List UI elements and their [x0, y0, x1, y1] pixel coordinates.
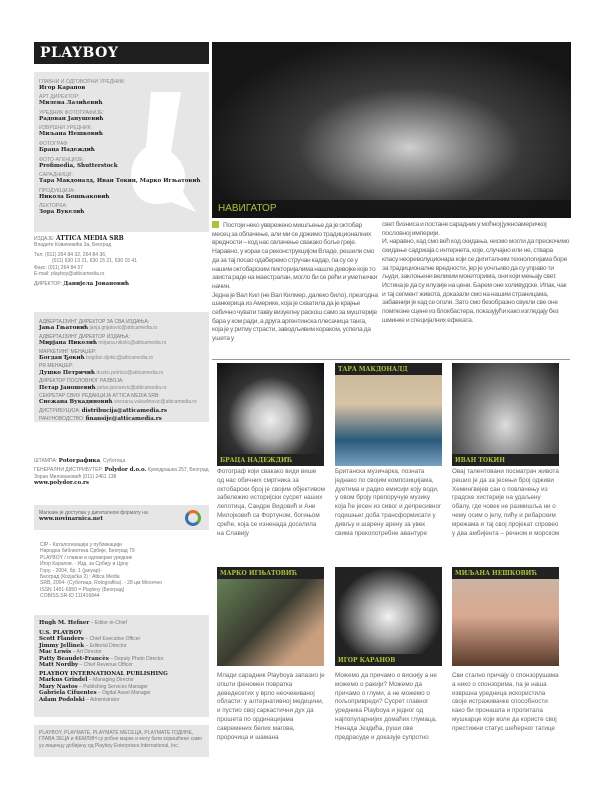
- staff-name: Браца Надеждић: [39, 146, 95, 153]
- business-contact: [39, 334, 204, 347]
- contributor-bio: Сви стално причају о спонзорушама а нико о спонзорима, па је наша извршна уредница искористила своје истраживачке способности како би пронашла и пропитала мушкарце који воле да користе свој престижни статус шећерног татице: [452, 672, 559, 732]
- business-contact: [39, 319, 204, 332]
- staff-role: ИЗВРШНИ УРЕДНИК:: [39, 125, 93, 132]
- staff-role: САРАДНИЦИ:: [39, 172, 73, 179]
- staff-entry: Markus Grindel – Managing Director: [39, 677, 134, 684]
- cip-line: Игор Карапов. - Изд. за Србију и Црну: [40, 561, 129, 568]
- address: Владете Ковачевића 3а, Београд: [34, 242, 112, 249]
- print-label: ШТАМПА:: [34, 458, 58, 464]
- business-contact: [39, 393, 204, 406]
- contact-role: АДВЕРТАЈЗИНГ ДИРЕКТОР ЗА СВА ИЗДАЊА:: [39, 319, 150, 325]
- business-box: [34, 312, 209, 422]
- contributor-bio: Фотограф који свакако види више од нас обичних смртника за октобарски број је својим објективом забележио историјски сусрет наших лепотица, Сандре Видовић и Ане Милојковић са Фортуном, богињом среће, која се изненада доселила на Славију: [217, 468, 325, 537]
- us-heading: U.S. PLAYBOY: [39, 630, 83, 637]
- contact-role: PR МЕНАЏЕР:: [39, 363, 74, 370]
- bullet-square-icon: [212, 221, 219, 228]
- person-title: Publishing Services Manager: [83, 683, 148, 690]
- business-contact: [39, 378, 204, 391]
- business-contact: [39, 349, 204, 362]
- navigator-column-1: [212, 221, 378, 344]
- person-name: Jimmy Jellinek: [39, 642, 85, 649]
- person-name: Adam Podolski: [39, 696, 85, 703]
- staff-role: АРТ ДИРЕКТОР:: [39, 94, 80, 101]
- contributor-photo: [335, 363, 442, 466]
- staff-role: ГЛАВНИ И ОДГОВОРНИ УРЕДНИК:: [39, 78, 126, 85]
- contributor-name: БРАЦА НАДЕЖДИЋ: [217, 454, 324, 466]
- phone-2: (011) 630 13 21, 630 15 21, 630 15 41: [52, 258, 137, 265]
- person-name: Patty Beaudet-Francès: [39, 655, 109, 662]
- staff-box: [34, 72, 209, 232]
- staff-name: Милена Лазићевић: [39, 100, 103, 107]
- director-name: Данијела Јовановић: [63, 281, 130, 288]
- contact-name: Снежана Вукадиновић: [39, 399, 113, 406]
- contact-name: Мирјана Николић: [39, 340, 97, 347]
- international-box: Hugh M. Hefner – Editor-in-Chief U.S. PLAYBOY Scott Flanders – Chief Executive Officer Jimmy Jellinek – Editorial Director Mac Lewis – Art Director Patty Beaudet-Francès – Deputy Photo Director Matt Nordby – Chief Revenue Officer PLAYBOY INTERNATIONAL PUBLISHING Markus Grindel – Managing Director Mary Nastos – Publishing Services Manager Gabriela Cifuentes – Digital Asset Manager Adam Podolski – Administrator: [34, 615, 209, 717]
- person-name: Gabriela Cifuentes: [39, 690, 97, 697]
- distributor: Polydor d.o.o.: [104, 467, 147, 474]
- person-title: Managing Director: [93, 677, 134, 684]
- contact-name: Петар Јаношевић: [39, 384, 96, 391]
- distribution-label: ДИСТРИБУЦИЈА:: [39, 407, 81, 414]
- staff-entry: Mary Nastos – Publishing Services Manager: [39, 683, 148, 690]
- email: E-mail: playboy@atticamedia.rs: [34, 271, 105, 278]
- playboy-logo: PLAYBOY: [34, 42, 209, 64]
- person-name: Scott Flanders: [39, 636, 84, 643]
- person-title: Chief Revenue Officer: [83, 662, 133, 669]
- cip-line: Народна библиотека Србије, Београд 79: [40, 548, 135, 555]
- paragraph: Истина је да су илузије на цени. Барем оне холивудске. Ипак, чак и тај сегмент живота, доказали смо на нашим страницама, забавнији је кад се оголи. Зато смо безобразно свукли све оне помпезне сцене из блокбастера, показујући како изгледају без шминке и специјалних ефеката.: [382, 281, 567, 324]
- distributor-contact: Зоран Миловановић (011) 2461 138: [34, 473, 117, 480]
- contact-role: МАРКЕТИНГ МЕНАЏЕР:: [39, 348, 97, 355]
- contact-email[interactable]: mirjana.nikolic@atticamedia.rs: [98, 340, 167, 347]
- contributor-name: МАРКО ИГЊАТОВИЋ: [217, 567, 324, 579]
- staff-entry: Matt Nordby – Chief Revenue Officer: [39, 662, 133, 669]
- person-title: Deputy Photo Director: [114, 655, 164, 662]
- staff-role: ФОТОГРАФ:: [39, 140, 69, 147]
- cip-record: [40, 542, 205, 600]
- staff-role: ФОТО-АГЕНЦИЈЕ:: [39, 156, 85, 163]
- contributor-photo: [335, 567, 442, 666]
- contributor-photo: [217, 363, 324, 466]
- contributor-name: ТАРА МАКДОНАЛД: [335, 363, 442, 375]
- cip-line: SRB, 2004- (Суботица, Rotografika). - 28 цм Месечно: [40, 580, 163, 587]
- cip-line: Београд (Кozjačka 2) : Attica Media: [40, 574, 120, 581]
- contact-name: Јања Гњатовић: [39, 325, 89, 332]
- trademark-text: PLAYBOY, PLAYMATE, PLAYMATE МЕСЕЦА, PLAYMATE ГОДИНЕ, ГЛАВА ЗЕЦА и ФЕМЛИН су робне марке и могу бити коришћене само уз лиценцу добијену од Playboy Enterprises International, Inc.: [39, 730, 203, 749]
- digital-text: Магазин је доступан у дигиталном формату на: [39, 510, 148, 516]
- contact-role: СЕКРЕТАР СВИХ РЕДАКЦИЈА ATTICA MEDIA SRB:: [39, 393, 160, 400]
- staff-entry: Scott Flanders – Chief Executive Officer: [39, 636, 141, 643]
- trademark-box: [34, 725, 209, 757]
- digital-url[interactable]: www.novinarnica.net: [39, 516, 103, 523]
- staff-entry: Mac Lewis – Art Director: [39, 649, 102, 656]
- staff-role: ПРОДУКЦИЈА:: [39, 187, 75, 194]
- person-title: Administrator: [89, 696, 120, 703]
- navigator-title: НАВИГАТОР: [212, 200, 571, 218]
- cip-line: Гору. - 2004, бр. 1 (јануар)-: [40, 567, 102, 574]
- navigator-column-2: [382, 221, 570, 325]
- cip-line: ISSN 1451-6950 = Playboy (Београд): [40, 586, 125, 593]
- person-name: Matt Nordby: [39, 662, 79, 669]
- navigator-hero-image: [212, 42, 571, 218]
- contact-email[interactable]: janja.gnjatovic@atticamedia.rs: [89, 325, 158, 332]
- novinarnica-logo-icon: [185, 510, 201, 526]
- contact-name: Душко Петричић: [39, 369, 96, 376]
- phone: Тел: (011) 264 84 32, 264 84 36,: [34, 251, 107, 258]
- person-title: Editorial Director: [89, 642, 127, 649]
- contact-role: ДИРЕКТОР ПОСЛОВНОГ РАЗВОЈА:: [39, 378, 124, 385]
- divider: [212, 359, 570, 360]
- contributor-bio: Можемо да причамо о вискију а не можемо о ракији? Можемо да причамо о глуми, а не можемо о пољопривреди? Сусрет главног уредника Playboya и једног од најпопуларнијих домаћих глумаца, Ненада Јездића, руши ове предрасуде и доказује супротно: [335, 672, 437, 741]
- contributor-photo: [452, 567, 559, 666]
- contributor-name: ИВАН ТОКИН: [452, 454, 559, 466]
- publisher-label: ИЗДАЈЕ:: [34, 236, 55, 242]
- staff-name: Радован Јанушевић: [39, 115, 104, 122]
- staff-entry: Jimmy Jellinek – Editorial Director: [39, 642, 127, 649]
- contributor-name: МИЉАНА НЕШКОВИЋ: [452, 567, 559, 579]
- staff-name: Profimedia, Shutterstock: [39, 162, 118, 169]
- editor-title: Editor-in-Chief: [94, 620, 127, 626]
- cip-line: COBISS.SR-ID 111416844: [40, 593, 100, 600]
- intro-paragraph: Постоји неко увврежено мишљење да је октобар месец за облачење, али ми се држимо традиционалних вредности – код нас свлачење свакако боље греје. Наравно, у корак са реконструкцијом Владе, решили смо да за тај посао одаберемо стручан кадар, па су се у нашим октобарским пикторијалима нашле девојке које то заиста раде на маестралан, могло би се рећи и уметнички начин.: [212, 222, 378, 290]
- contributor-bio: Британска музичарка, позната једнако по својим композицијама, дуетима и радио емисији коју води, у овом броју препоручује музику која ће јесен из сивог и депресивног годишњег доба трансформисати у дивљу и шарену арену за увек свима прекопотребне авантуре: [335, 468, 442, 537]
- printer: Рotoграфика: [58, 458, 101, 464]
- staff-entry: Gabriela Cifuentes – Digital Asset Manager: [39, 690, 151, 697]
- paragraph: Једна је Вал Кил (не Вал Килмер, далеко било), презгодна шанкерица из Америке, која је схватила да је крајње себично чувати такву визуелну раскош само за муштерије бара у ком ради, а друга аргентинска плесачица танга, која је у ритму страсти, заводљивим кораком, успела да ушета у: [212, 291, 378, 343]
- accounting-label: РАЧУНОВОДСТВО:: [39, 416, 85, 423]
- publisher-name: ATTICA MEDIA SRB: [55, 235, 124, 242]
- distributor-address: Кумодрашка 257, Београд: [147, 467, 209, 474]
- contact-email[interactable]: petar.janosevic@atticamedia.rs: [97, 384, 167, 391]
- business-contact: [39, 363, 204, 376]
- intl-heading: PLAYBOY INTERNATIONAL PUBLISHING: [39, 671, 168, 678]
- paragraph: И, наравно, кад смо већ код скидања, нисмо могли да прескочимо скидање садржаја с интернета, које, случајно или не, ствара класу неореволуционара који се дигиталним технологијама боре за традиционалне вредности, јер је уочљиво да су управо ти људи, заклоњени великим мониторима, они који мењају свет.: [382, 238, 570, 281]
- distribution-email[interactable]: distribucija@atticamedia.rs: [81, 407, 167, 414]
- publisher-info: [34, 236, 209, 288]
- editor-name: Hugh M. Hefner: [39, 620, 90, 626]
- contributor-name: ИГОР КАРАНОВ: [335, 654, 442, 666]
- person-name: Mary Nastos: [39, 683, 78, 690]
- contact-email[interactable]: bogdan.djokic@atticamedia.rs: [85, 355, 154, 362]
- contributor-bio: Овај талентовани посматрач живота решио је да за јесењи број одживи Хемингвејев сан о повлачењу из градске хистерије на удаљену обалу, где човек не размишља ни о чему осим о јелу, пићу и рибарским мрежама и тај свој пројекат спровео у два амбијента – речном и морском: [452, 468, 560, 537]
- person-name: Mac Lewis: [39, 649, 72, 656]
- person-name: Markus Grindel: [39, 677, 88, 684]
- paragraph: свет бизниса и постане сарадник у моћној јужноамеричкој пословној империји.: [382, 221, 547, 237]
- fax: Факс: (011) 264 84 57: [34, 264, 84, 271]
- contact-email[interactable]: dusko.petricic@atticamedia.rs: [96, 369, 164, 376]
- contact-name: Богдан Ђокић: [39, 355, 85, 362]
- print-city: , Суботица: [100, 458, 126, 464]
- person-title: Digital Asset Manager: [102, 690, 151, 697]
- contact-role: АДВЕРТАЈЗИНГ ДИРЕКТОР ИЗДАЊА:: [39, 333, 130, 340]
- distributor-label: ГЕНЕРАЛНИ ДИСТРИБУТЕР:: [34, 467, 104, 474]
- director-label: ДИРЕКТОР:: [34, 281, 62, 288]
- staff-name: Игор Карапов: [39, 84, 86, 91]
- staff-name: Никола Бошњаковић: [39, 193, 110, 200]
- cip-line: PLAYBOY / главни и одговорни уредник: [40, 554, 132, 561]
- person-title: Art Director: [76, 649, 102, 656]
- contact-email[interactable]: snezana.vukadinovic@atticamedia.rs: [113, 399, 197, 406]
- digital-box: [34, 505, 209, 530]
- staff-name: Зора Вукелић: [39, 209, 85, 216]
- accounting-email[interactable]: finansije@atticamedia.rs: [85, 416, 162, 423]
- staff-role: ЛЕКТОРКА:: [39, 203, 68, 210]
- contributor-photo: [217, 567, 324, 666]
- staff-entry: Patty Beaudet-Francès – Deputy Photo Director: [39, 655, 164, 662]
- staff-role: УРЕДНИК ФОТОГРАФИЈЕ:: [39, 109, 104, 116]
- contributor-photo: [452, 363, 559, 466]
- print-info: [34, 458, 209, 486]
- staff-entry: Adam Podolski – Administrator: [39, 696, 120, 703]
- cip-line: CIP - Каталогизација у публикацији: [40, 542, 122, 548]
- staff-name: Миљана Нешковић: [39, 131, 103, 138]
- distributor-web[interactable]: www.polydor.co.rs: [34, 480, 90, 487]
- person-title: Chief Executive Officer: [89, 636, 141, 643]
- staff-name: Тара Макдоналд, Иван Токин, Марко Игњатовић: [39, 178, 201, 185]
- contributor-bio: Млади сарадник Playboya запазио је општи феномен повратка деведесетих у врло неочекиваној области: у алтернативној медицини, и пустио свој саркастични дух да прошета по ординацијама савремених белих магова, пророчица и шамана: [217, 672, 325, 741]
